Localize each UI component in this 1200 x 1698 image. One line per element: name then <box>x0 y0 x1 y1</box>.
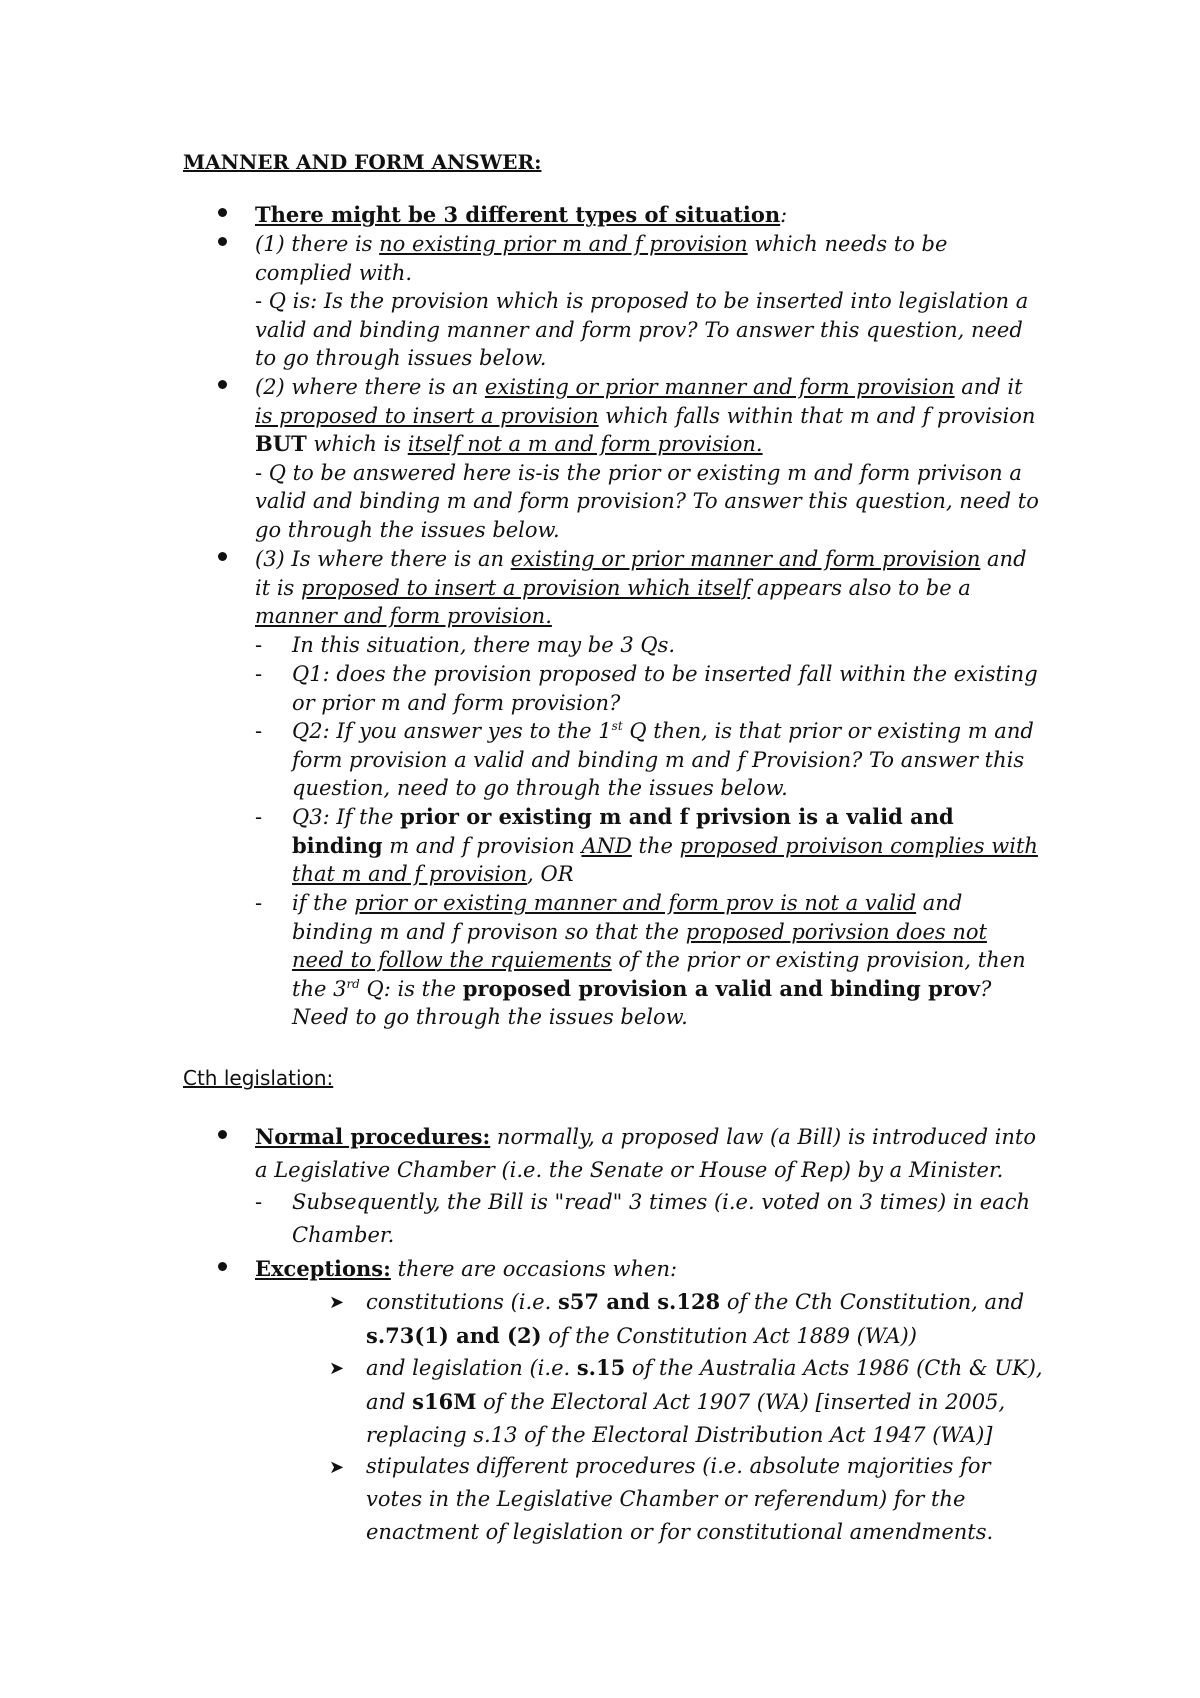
intro-colon: : <box>780 203 788 227</box>
arrow-item <box>329 1285 1046 1353</box>
dash-icon: - <box>255 805 263 829</box>
text-run: no existing prior m and f provision <box>379 232 748 256</box>
arrow-item <box>329 1450 1046 1549</box>
dash-icon: - <box>255 633 263 657</box>
text-run: , OR <box>527 862 574 887</box>
bullet-icon <box>218 208 227 217</box>
text-run: s16M <box>412 1389 477 1414</box>
text-run: which falls within that m and f provision <box>598 403 1036 428</box>
dash-item <box>255 1186 1042 1252</box>
arrow-item <box>329 1351 1046 1452</box>
text-run: and it <box>954 375 1023 399</box>
dash-item <box>255 660 1042 717</box>
text-run: prior or existing m and f privsion is a valid and binding <box>292 804 954 858</box>
dash-icon: - <box>255 719 263 743</box>
text-run: (3) Is where there is an <box>255 547 511 571</box>
text-run: existing or prior manner and form provision <box>484 375 955 399</box>
text-run: Q then, is that prior or existing m and form provision a valid and binding m and f Provision? To answer this question, need to go through the issues below. <box>292 719 1034 801</box>
dash-text: Subsequently, the Bill is "read" 3 times (i.e. voted on 3 times) in each Chamber. <box>292 1190 1030 1247</box>
text-run: (2) where there is an <box>255 375 485 399</box>
text-run: and legislation (i.e. <box>366 1356 577 1380</box>
intro-text: There might be 3 different types of situation <box>255 202 781 227</box>
text-run: there are occasions when: <box>390 1257 678 1281</box>
dash-item <box>255 803 1042 889</box>
text-run: prior or existing manner and form prov is not a valid <box>354 891 917 915</box>
dash-icon: - <box>255 891 263 915</box>
dash-text: Q1: does the provision proposed to be inserted fall within the existing or prior m and form provision? <box>292 662 1038 715</box>
dash-item <box>255 889 1042 1032</box>
text-run: appears also to be a <box>750 575 971 600</box>
list-item-intro <box>255 201 1045 230</box>
text-run: s.73(1) and (2) <box>366 1323 542 1348</box>
text-run: of the Constitution Act 1889 (WA)) <box>541 1324 917 1348</box>
text-run: constitutions (i.e. <box>366 1290 558 1314</box>
arrow-bullet-icon: ➤ <box>329 1457 345 1478</box>
text-run: and <box>599 1289 658 1314</box>
superscript: rd <box>346 976 360 991</box>
dash-text: In this situation, there may be 3 Qs. <box>292 633 676 657</box>
text-run: proposed provision a valid and binding prov <box>462 975 981 1001</box>
text-run: the <box>631 833 680 858</box>
arrow-bullet-icon: ➤ <box>329 1358 345 1379</box>
text-run: AND <box>581 833 632 858</box>
list-item-situation-3 <box>255 545 1045 631</box>
text-run: m and f provision <box>382 833 582 858</box>
text-run: proposed to insert a provision which itself <box>301 575 751 600</box>
bullet-icon <box>218 552 227 561</box>
dash-item <box>255 717 1042 803</box>
list-item-situation-2 <box>255 373 1045 545</box>
text-run: of the Cth Constitution, and <box>720 1290 1025 1314</box>
situation-1-question: - Q is: Is the provision which is proposed to be inserted into legislation a valid and binding manner and form prov? To answer this question, need to go through issues below. <box>255 289 1029 371</box>
text-run: s.128 <box>657 1289 721 1314</box>
bullet-icon <box>218 237 227 246</box>
text-run: Q3: If the <box>292 805 401 829</box>
text-run: is proposed to insert a provision <box>255 403 599 428</box>
dash-item <box>255 631 1042 660</box>
arrow-bullet-icon: ➤ <box>329 1292 345 1313</box>
dash-icon: - <box>255 662 263 686</box>
bullet-icon <box>218 380 227 389</box>
text-run: and binding m and f provison so that the <box>292 891 963 944</box>
text-run: s.15 <box>576 1355 626 1380</box>
text-run: itself not a m and form provision. <box>407 432 763 457</box>
text-run: (1) there is <box>255 232 380 256</box>
label: Normal procedures: <box>255 1124 491 1149</box>
text-run: BUT <box>255 431 307 457</box>
text-run: of the Electoral Act 1907 (WA) [inserted in 2005, replacing s.13 of the Electoral Distribution Act 1947 (WA)] <box>366 1390 1006 1447</box>
superscript: st <box>611 719 623 733</box>
page-title: MANNER AND FORM ANSWER: <box>183 150 542 174</box>
text-run: of the prior or existing provision, then the 3 <box>292 948 1026 1001</box>
text-run: ? Need to go through the issues below. <box>292 976 992 1030</box>
dash-icon: - <box>255 1190 263 1214</box>
text-run: and it is <box>255 547 1027 600</box>
text-run: s57 <box>557 1289 600 1314</box>
list-item-exceptions <box>255 1252 1045 1286</box>
list-item-situation-1 <box>255 230 1045 373</box>
text-run: normally, a proposed law (a Bill) is introduced into a Legislative Chamber (i.e. the Senate or House of Rep) by a Minister. <box>255 1125 1037 1182</box>
label: Exceptions: <box>255 1256 391 1281</box>
arrow-text: stipulates different procedures (i.e. absolute majorities for votes in the Legislative Chamber or referendum) for the enactment of legislation or for constitutional amendments. <box>366 1454 994 1544</box>
bullet-icon <box>218 1262 227 1271</box>
bullet-icon <box>218 1130 227 1139</box>
text-run: which is <box>306 432 408 457</box>
text-run: Q: is the <box>359 976 463 1001</box>
text-run: of the Australia Acts 1986 (Cth & UK), and <box>366 1356 1043 1414</box>
section-heading-cth: Cth legislation: <box>183 1066 334 1090</box>
text-run: if the <box>292 891 355 915</box>
text-run: Q2: If you answer yes to the 1 <box>292 719 612 743</box>
text-run: proposed proivison complies with that m and f provision <box>292 833 1038 887</box>
text-run: existing or prior manner and form provision <box>510 547 981 571</box>
text-run: manner and form provision. <box>255 604 552 629</box>
situation-2-question: - Q to be answered here is-is the prior or existing m and form privison a valid and binding m and form provision? To answer this question, need to go through the issues below. <box>255 460 1039 542</box>
text-run: proposed porivsion does not need to follow the rquiements <box>292 919 987 973</box>
text-run: which needs to be complied with. <box>255 232 948 285</box>
list-item-normal-procedures <box>255 1120 1045 1187</box>
